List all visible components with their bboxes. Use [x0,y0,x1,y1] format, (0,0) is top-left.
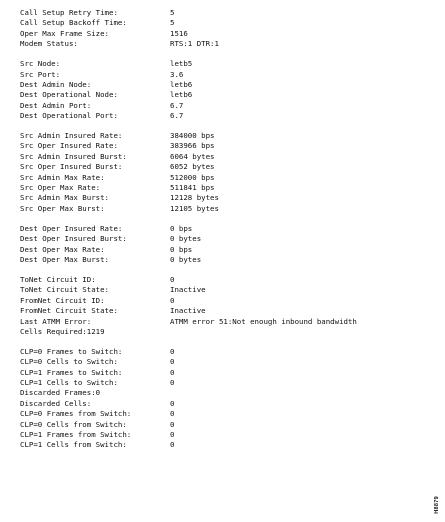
group-spacer [20,265,420,275]
field-row [20,90,420,100]
field-value: 0 bps [170,223,193,233]
field-value: 0 [170,378,175,388]
field-value: 6052 bytes [170,162,215,172]
field-value: 512000 bps [170,172,215,182]
field-label: ToNet Circuit State: [20,285,109,295]
field-label: Src Admin Insured Burst: [20,151,127,161]
field-value: Inactive [170,285,206,295]
field-row [20,80,420,90]
field-row [20,368,420,378]
field-label: CLP=0 Frames to Switch: [20,346,123,356]
field-row [20,18,420,28]
field-value: 5 [170,8,175,17]
field-row [20,152,420,162]
field-group [20,347,420,451]
field-label: CLP=1 Cells to Switch: [20,378,118,388]
field-label: Dest Oper Max Rate: [20,244,105,254]
field-row [20,234,420,244]
field-label: CLP=0 Cells to Switch: [20,357,118,367]
field-label: Dest Operational Node: [20,90,118,100]
field-value: 1516 [170,28,188,38]
field-row [20,162,420,172]
field-row [20,388,420,398]
field-row [20,285,420,295]
field-label: Dest Oper Max Burst: [20,254,109,264]
field-row [20,101,420,111]
field-row [20,296,420,306]
field-row [20,204,420,214]
field-value: 6064 bytes [170,151,215,161]
field-value: ATMM error 51:Not enough inbound bandwidth [170,316,357,326]
field-row [20,430,420,440]
field-label: CLP=1 Frames from Switch: [20,430,132,440]
field-value: letb6 [170,79,193,89]
field-label: Call Setup Retry Time: [20,8,118,17]
field-row [20,39,420,49]
field-label: Dest Admin Node: [20,79,92,89]
field-group [20,224,420,266]
field-row [20,275,420,285]
field-label: FromNet Circuit State: [20,306,118,316]
field-value: Inactive [170,306,206,316]
field-value: letb6 [170,90,193,100]
field-row [20,131,420,141]
field-value: 0 [170,346,175,356]
field-group [20,59,420,121]
field-value: 0 [170,357,175,367]
field-row [20,306,420,316]
field-group [20,8,420,50]
field-row [20,183,420,193]
field-label: Src Node: [20,59,61,69]
field-row [20,399,420,409]
field-row [20,59,420,69]
field-value: 0 [170,398,175,408]
field-label: CLP=1 Cells from Switch: [20,440,127,450]
field-label: Cells Required:1219 [20,326,105,336]
field-label: Src Oper Insured Rate: [20,141,118,151]
field-value: 0 [170,430,175,440]
field-row [20,224,420,234]
field-label: Dest Oper Insured Burst: [20,234,127,244]
field-value: 0 bps [170,244,193,254]
field-label: Src Port: [20,69,61,79]
field-value: 0 [170,295,175,305]
field-label: FromNet Circuit ID: [20,295,105,305]
field-label: Discarded Cells: [20,398,92,408]
field-label: Src Admin Insured Rate: [20,131,123,141]
field-value: 0 bytes [170,234,202,244]
field-row [20,255,420,265]
status-listing [20,8,420,451]
field-value: 3.6 [170,69,184,79]
field-row [20,193,420,203]
field-label: Src Oper Insured Burst: [20,162,123,172]
field-label: Call Setup Backoff Time: [20,18,127,28]
field-label: Last ATMM Error: [20,316,92,326]
field-group [20,131,420,214]
group-spacer [20,50,420,60]
field-value: 0 [170,409,175,419]
field-row [20,317,420,327]
field-value: 0 bytes [170,254,202,264]
group-spacer [20,337,420,347]
field-row [20,8,420,18]
field-label: Src Oper Max Rate: [20,183,101,193]
field-value: 0 [170,419,175,429]
field-value: 0 [170,440,175,450]
field-value: 384000 bps [170,131,215,141]
field-value: 511841 bps [170,183,215,193]
field-value: 383966 bps [170,141,215,151]
field-value: 5 [170,18,175,28]
group-spacer [20,122,420,132]
field-value: 6.7 [170,111,184,121]
field-row [20,378,420,388]
field-value: 12105 bytes [170,203,219,213]
field-label: CLP=0 Cells from Switch: [20,419,127,429]
field-row [20,420,420,430]
field-value: letb5 [170,59,193,69]
field-label: Src Admin Max Rate: [20,172,105,182]
group-spacer [20,214,420,224]
field-label: Dest Admin Port: [20,100,92,110]
field-row [20,347,420,357]
field-label: Src Admin Max Burst: [20,193,109,203]
field-row [20,409,420,419]
field-label: Dest Oper Insured Rate: [20,223,123,233]
field-value: 0 [170,367,175,377]
field-label: Dest Operational Port: [20,111,118,121]
field-label: Oper Max Frame Size: [20,28,109,38]
field-row [20,70,420,80]
field-group [20,275,420,337]
field-label: ToNet Circuit ID: [20,274,96,284]
field-row [20,141,420,151]
field-label: CLP=1 Frames to Switch: [20,367,123,377]
field-row [20,357,420,367]
field-row [20,245,420,255]
field-row [20,111,420,121]
field-row [20,173,420,183]
field-value: 0 [170,274,175,284]
field-value: 6.7 [170,100,184,110]
figure-number: H8879 [434,496,440,514]
field-row [20,29,420,39]
field-label: CLP=0 Frames from Switch: [20,409,132,419]
field-label: Modem Status: [20,39,78,49]
field-value: RTS:1 DTR:1 [170,39,219,49]
field-row [20,327,420,337]
field-row [20,440,420,450]
field-label: Discarded Frames:0 [20,388,101,398]
field-value: 12128 bytes [170,193,219,203]
field-label: Src Oper Max Burst: [20,203,105,213]
